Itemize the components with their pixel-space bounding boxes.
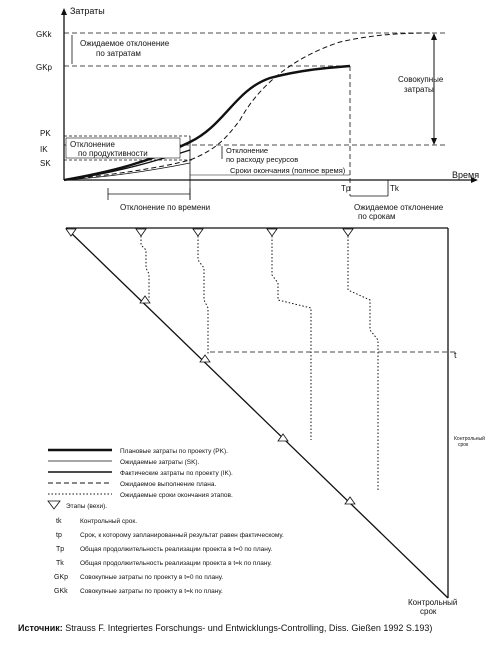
resource-dev-2: по расходу ресурсов xyxy=(226,155,299,164)
small-control-label-2: срок xyxy=(458,442,469,448)
bracket-arrow-top xyxy=(431,33,437,40)
total-costs-label-1: Совокупные xyxy=(398,75,444,84)
y-axis-label: Затраты xyxy=(70,6,105,16)
y-axis-arrow xyxy=(61,8,67,15)
milestone-trend-2 xyxy=(141,236,149,300)
milestone-4-icon xyxy=(267,229,277,236)
legend xyxy=(48,448,284,595)
x-axis-label: Время xyxy=(452,170,480,180)
time-dev-label: Отклонение по времени xyxy=(120,203,211,212)
control-term-label-2: срок xyxy=(420,607,437,616)
tick-sk: SK xyxy=(40,159,51,168)
tick-gkp: GKp xyxy=(36,63,53,72)
expected-deadline-dev-2: по срокам xyxy=(358,212,396,221)
milestone-2-icon xyxy=(136,229,146,236)
deadlines-label: Сроки окончания (полное время) xyxy=(230,166,346,175)
tick-pk: PK xyxy=(40,129,51,138)
legend-item-1: Плановые затраты по проекту (PK). xyxy=(120,448,228,455)
resource-dev-1: Отклонение xyxy=(226,146,269,155)
milestone-trend-5 xyxy=(348,236,378,490)
tk-label: Tk xyxy=(390,184,399,193)
milestone-5-icon xyxy=(343,229,353,236)
milestone-trend-4 xyxy=(272,236,311,440)
legend-symbol-3: Tp xyxy=(56,546,65,553)
productivity-dev-2: по продуктивности xyxy=(78,149,148,158)
legend-symbol-3-label: Общая продолжительность реализации проекта в t=0 по плану. xyxy=(80,546,273,553)
legend-symbol-5-label: Совокупные затраты по проекту в t=0 по плану. xyxy=(80,574,224,581)
legend-item-3: Фактические затраты по проекту (IK). xyxy=(120,470,233,477)
legend-item-2: Ожидаемые затраты (SK). xyxy=(120,459,200,466)
legend-triangle-icon xyxy=(48,501,60,509)
productivity-dev-1: Отклонение xyxy=(70,140,115,149)
source-text: Strauss F. Integriertes Forschungs- und Entwicklungs-Controlling, Diss. Gießen 1992 S.193) xyxy=(65,623,433,633)
tick-gkk: GKk xyxy=(36,30,52,39)
right-marker: t xyxy=(454,350,457,360)
expected-cost-dev-2: по затратам xyxy=(96,49,141,58)
legend-symbol-6: GKk xyxy=(54,588,68,595)
legend-symbol-2-label: Срок, к которому запланированный результат равен фактическому. xyxy=(80,532,284,539)
milestone-1-icon xyxy=(66,229,76,236)
small-control-label-1: Контрольный xyxy=(454,436,485,442)
legend-symbol-1: tk xyxy=(56,518,62,525)
expected-cost-dev-1: Ожидаемое отклонение xyxy=(80,39,170,48)
tp-label: Tp xyxy=(341,184,351,193)
milestone-3-icon xyxy=(193,229,203,236)
legend-symbol-4: Tk xyxy=(56,560,64,567)
control-term-label-1: Контрольный xyxy=(408,598,458,607)
milestone-trend-3 xyxy=(198,236,208,355)
legend-item-6: Этапы (вехи). xyxy=(66,503,108,510)
legend-symbol-4-label: Общая продолжительность реализации проекта в t=k по плану. xyxy=(80,560,272,567)
legend-item-4: Ожидаемое выполнение плана. xyxy=(120,481,217,488)
planned-cost-curve xyxy=(64,66,350,180)
legend-symbol-1-label: Контрольный срок. xyxy=(80,518,138,525)
legend-symbol-5: GKp xyxy=(54,574,69,581)
cost-time-chart xyxy=(36,6,479,221)
legend-item-5: Ожидаемые сроки окончания этапов. xyxy=(120,492,233,499)
total-costs-label-2: затраты xyxy=(404,85,434,94)
legend-symbol-6-label: Совокупные затраты по проекту в t=k по плану. xyxy=(80,588,223,595)
expected-deadline-dev-1: Ожидаемое отклонение xyxy=(354,203,444,212)
milestone-diagonal xyxy=(66,228,448,598)
legend-symbol-2: tp xyxy=(56,532,62,539)
tick-ik: IK xyxy=(40,145,48,154)
bracket-arrow-bottom xyxy=(431,138,437,145)
milestone-chart xyxy=(66,228,485,616)
source-citation xyxy=(18,622,486,634)
source-prefix: Источник: xyxy=(18,623,63,633)
